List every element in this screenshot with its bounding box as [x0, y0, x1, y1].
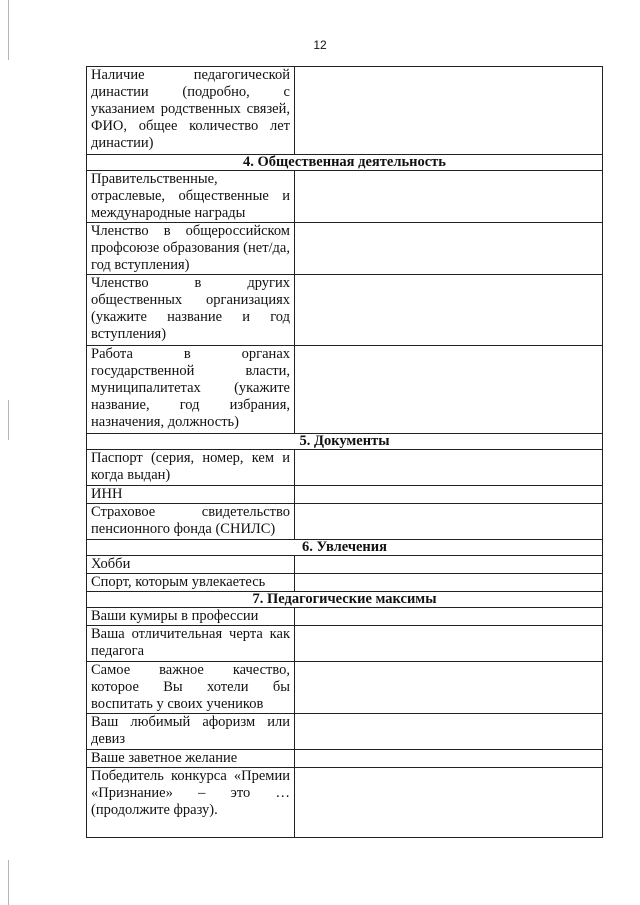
- row-label-awards: Правительственные, отраслевые, общественные и международные награды: [87, 171, 295, 223]
- row-value-passport[interactable]: [295, 450, 603, 486]
- table-row: [87, 574, 603, 592]
- table-row: [87, 662, 603, 714]
- row-label-aphorism: Ваш любимый афоризм или девиз: [87, 714, 295, 750]
- table-row: [87, 504, 603, 540]
- row-label-sport: Спорт, которым увлекаетесь: [87, 574, 295, 592]
- row-value-important-quality[interactable]: [295, 662, 603, 714]
- table-row: [87, 556, 603, 574]
- row-value-wish[interactable]: [295, 750, 603, 768]
- table-row: [87, 223, 603, 275]
- row-label-important-quality: Самое важное качество, которое Вы хотели бы воспитать у своих учеников: [87, 662, 295, 714]
- section-title-public-activity: 4. Общественная деятельность: [87, 155, 603, 171]
- table-row: [87, 450, 603, 486]
- row-label-inn: ИНН: [87, 486, 295, 504]
- table-row: [87, 67, 603, 155]
- table-row: [87, 171, 603, 223]
- row-value-awards[interactable]: [295, 171, 603, 223]
- row-value-contest-winner[interactable]: [295, 768, 603, 838]
- row-label-distinctive-trait: Ваша отличительная черта как педагога: [87, 626, 295, 662]
- section-title-pedagogical-maxims: 7. Педагогические максимы: [87, 592, 603, 608]
- row-value-government-work[interactable]: [295, 346, 603, 434]
- section-header-row: [87, 434, 603, 450]
- row-value-hobby[interactable]: [295, 556, 603, 574]
- row-label-government-work: Работа в органах государственной власти, муниципалитетах (укажите название, год избрания, назначения, должность): [87, 346, 295, 434]
- section-header-row: [87, 155, 603, 171]
- row-value-inn[interactable]: [295, 486, 603, 504]
- row-label-passport: Паспорт (серия, номер, кем и когда выдан): [87, 450, 295, 486]
- section-header-row: [87, 540, 603, 556]
- table-row: [87, 768, 603, 838]
- margin-mark-middle: [8, 400, 9, 440]
- row-label-other-organizations: Членство в других общественных организациях (укажите название и год вступления): [87, 275, 295, 346]
- section-title-hobbies: 6. Увлечения: [87, 540, 603, 556]
- row-value-idols[interactable]: [295, 608, 603, 626]
- row-value-dynasty[interactable]: [295, 67, 603, 155]
- row-value-union-membership[interactable]: [295, 223, 603, 275]
- row-label-dynasty: Наличие педагогической династии (подробно, с указанием родственных связей, ФИО, общее количество лет династии): [87, 67, 295, 155]
- table-row: [87, 714, 603, 750]
- row-label-hobby: Хобби: [87, 556, 295, 574]
- table-row: [87, 626, 603, 662]
- row-label-contest-winner: Победитель конкурса «Премии «Признание» – это … (продолжите фразу).: [87, 768, 295, 838]
- table-row: [87, 346, 603, 434]
- section-header-row: [87, 592, 603, 608]
- margin-mark-bottom: [8, 860, 9, 905]
- row-label-union-membership: Членство в общероссийском профсоюзе образования (нет/да, год вступления): [87, 223, 295, 275]
- row-value-sport[interactable]: [295, 574, 603, 592]
- page-number: 12: [313, 38, 327, 52]
- table-row: [87, 486, 603, 504]
- margin-mark-top: [8, 0, 9, 60]
- row-value-other-organizations[interactable]: [295, 275, 603, 346]
- row-label-snils: Страховое свидетельство пенсионного фонда (СНИЛС): [87, 504, 295, 540]
- row-value-distinctive-trait[interactable]: [295, 626, 603, 662]
- section-title-documents: 5. Документы: [87, 434, 603, 450]
- questionnaire-table: [86, 66, 603, 838]
- row-label-idols: Ваши кумиры в профессии: [87, 608, 295, 626]
- row-value-snils[interactable]: [295, 504, 603, 540]
- table-row: [87, 750, 603, 768]
- row-label-wish: Ваше заветное желание: [87, 750, 295, 768]
- table-row: [87, 608, 603, 626]
- row-value-aphorism[interactable]: [295, 714, 603, 750]
- table-row: [87, 275, 603, 346]
